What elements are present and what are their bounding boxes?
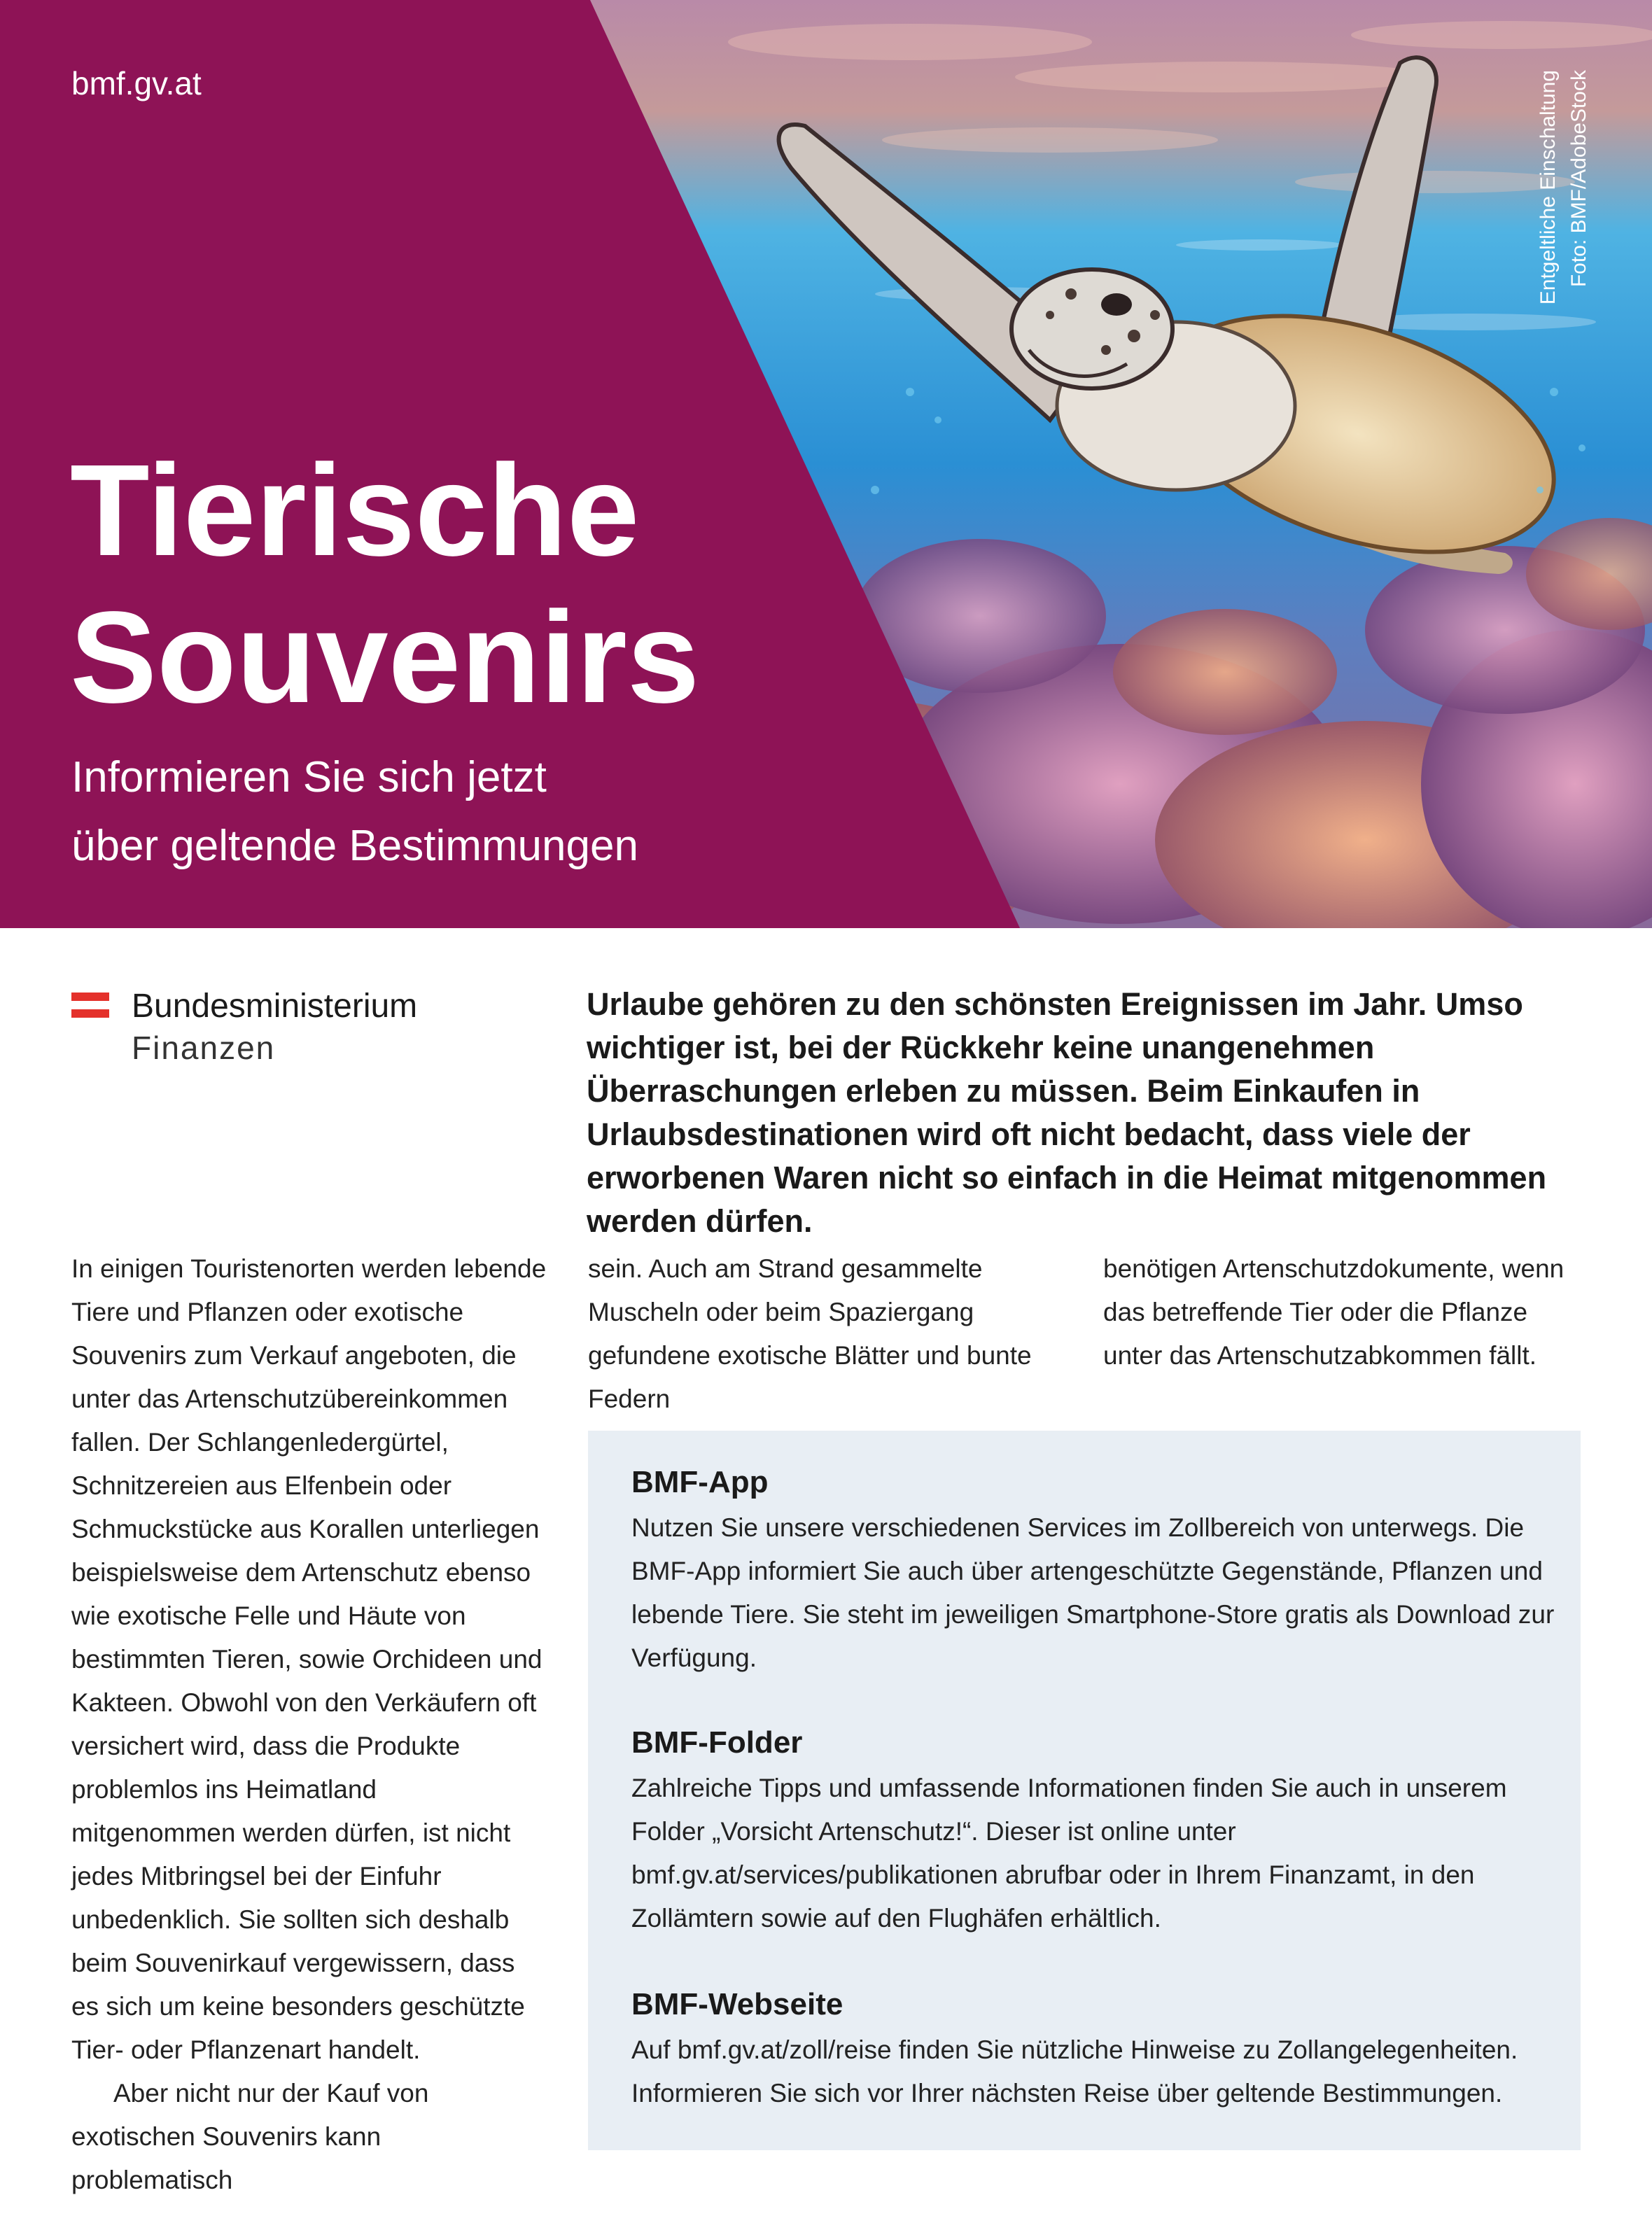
body-paragraph-4: benötigen Artenschutzdokumente, wenn das betreffende Tier oder die Pflanze unter das Artenschutzabkommen fällt. — [1103, 1254, 1564, 1370]
body-paragraph-3: sein. Auch am Strand gesammelte Muscheln oder beim Spaziergang gefundene exotische Blätter und bunte Federn — [588, 1254, 1032, 1413]
subtitle-line-1: Informieren Sie sich jetzt — [71, 753, 547, 801]
info-heading-folder: BMF-Folder — [631, 1725, 803, 1760]
hero-banner — [0, 0, 1652, 928]
info-heading-app: BMF-App — [631, 1465, 769, 1499]
logo-line-2: Finanzen — [132, 1030, 276, 1066]
info-text-app: Nutzen Sie unsere verschiedenen Services im Zollbereich von unterwegs. Die BMF-App informiert Sie auch über artengeschützte Gegenstände, Pflanzen und lebende Tiere. Sie steht im jeweiligen Smartphone-Store gratis als Download zur Verfügung. — [631, 1513, 1555, 1672]
title-line-2: Souvenirs — [70, 585, 700, 730]
body-column-2 — [588, 1247, 1050, 1421]
page-title — [70, 437, 840, 731]
lead-paragraph: Urlaube gehören zu den schönsten Ereignissen im Jahr. Umso wichtiger ist, bei der Rückkehr keine unangenehmen Überraschungen erleben zu müssen. Beim Einkaufen in Urlaubsdestinationen wird oft nicht bedacht, dass viele der erworbenen Waren nicht so einfach in die Heimat mitgenommen werden dürfen. — [587, 986, 1547, 1239]
info-text-folder: Zahlreiche Tipps und umfassende Informationen finden Sie auch in unserem Folder „Vorsicht Artenschutz!“. Dieser ist online unter bmf.gv.at/services/publikationen abrufbar oder in Ihrem Finanzamt, in den Zollämtern sowie auf den Flughäfen erhältlich. — [631, 1774, 1507, 1933]
subtitle-line-2: über geltende Bestimmungen — [71, 822, 638, 870]
body-paragraph-2: Aber nicht nur der Kauf von exotischen Souvenirs kann problematisch — [71, 2079, 429, 2194]
subtitle — [71, 743, 911, 881]
body-paragraph-1: In einigen Touristenorten werden lebende Tiere und Pflanzen oder exotische Souvenirs zum Verkauf angeboten, die unter das Artenschutzübereinkommen fallen. Der Schlangenledergürtel, Schnitzereien aus Elfenbein oder Schmuckstücke aus Korallen unterliegen beispielsweise dem Artenschutz ebenso wie exotische Felle und Häute von bestimmten Tieren, sowie Orchideen und Kakteen. Obwohl von den Verkäufern oft versichert wird, dass die Produkte problemlos ins Heimatland mitgenommen werden dürfen, ist nicht jedes Mitbringsel bei der Einfuhr unbedenklich. Sie sollten sich deshalb beim Souvenirkauf vergewissern, dass es sich um keine besonders geschützte Tier- oder Pflanzenart handelt. — [71, 1254, 547, 2064]
austria-flag-icon — [71, 993, 109, 1018]
body-column-3 — [1103, 1247, 1586, 1377]
logo-line-1: Bundesministerium — [132, 988, 418, 1025]
info-heading-website: BMF-Webseite — [631, 1987, 844, 2021]
info-section-app — [631, 1461, 1562, 1680]
site-url[interactable]: bmf.gv.at — [71, 65, 202, 101]
title-line-1: Tierische — [70, 438, 640, 583]
info-section-folder — [631, 1722, 1562, 1940]
info-box — [588, 1431, 1581, 2150]
info-text-website: Auf bmf.gv.at/zoll/reise finden Sie nützliche Hinweise zu Zollangelegenheiten. Informieren Sie sich vor Ihrer nächsten Reise über geltende Bestimmungen. — [631, 2035, 1518, 2108]
credit-line-2: Foto: BMF/AdobeStock — [1567, 70, 1590, 288]
body-column-1 — [71, 1247, 547, 2202]
info-section-website — [631, 1984, 1562, 2115]
credit-line-1: Entgeltliche Einschaltung — [1536, 70, 1560, 305]
photo-credit — [1533, 70, 1595, 350]
